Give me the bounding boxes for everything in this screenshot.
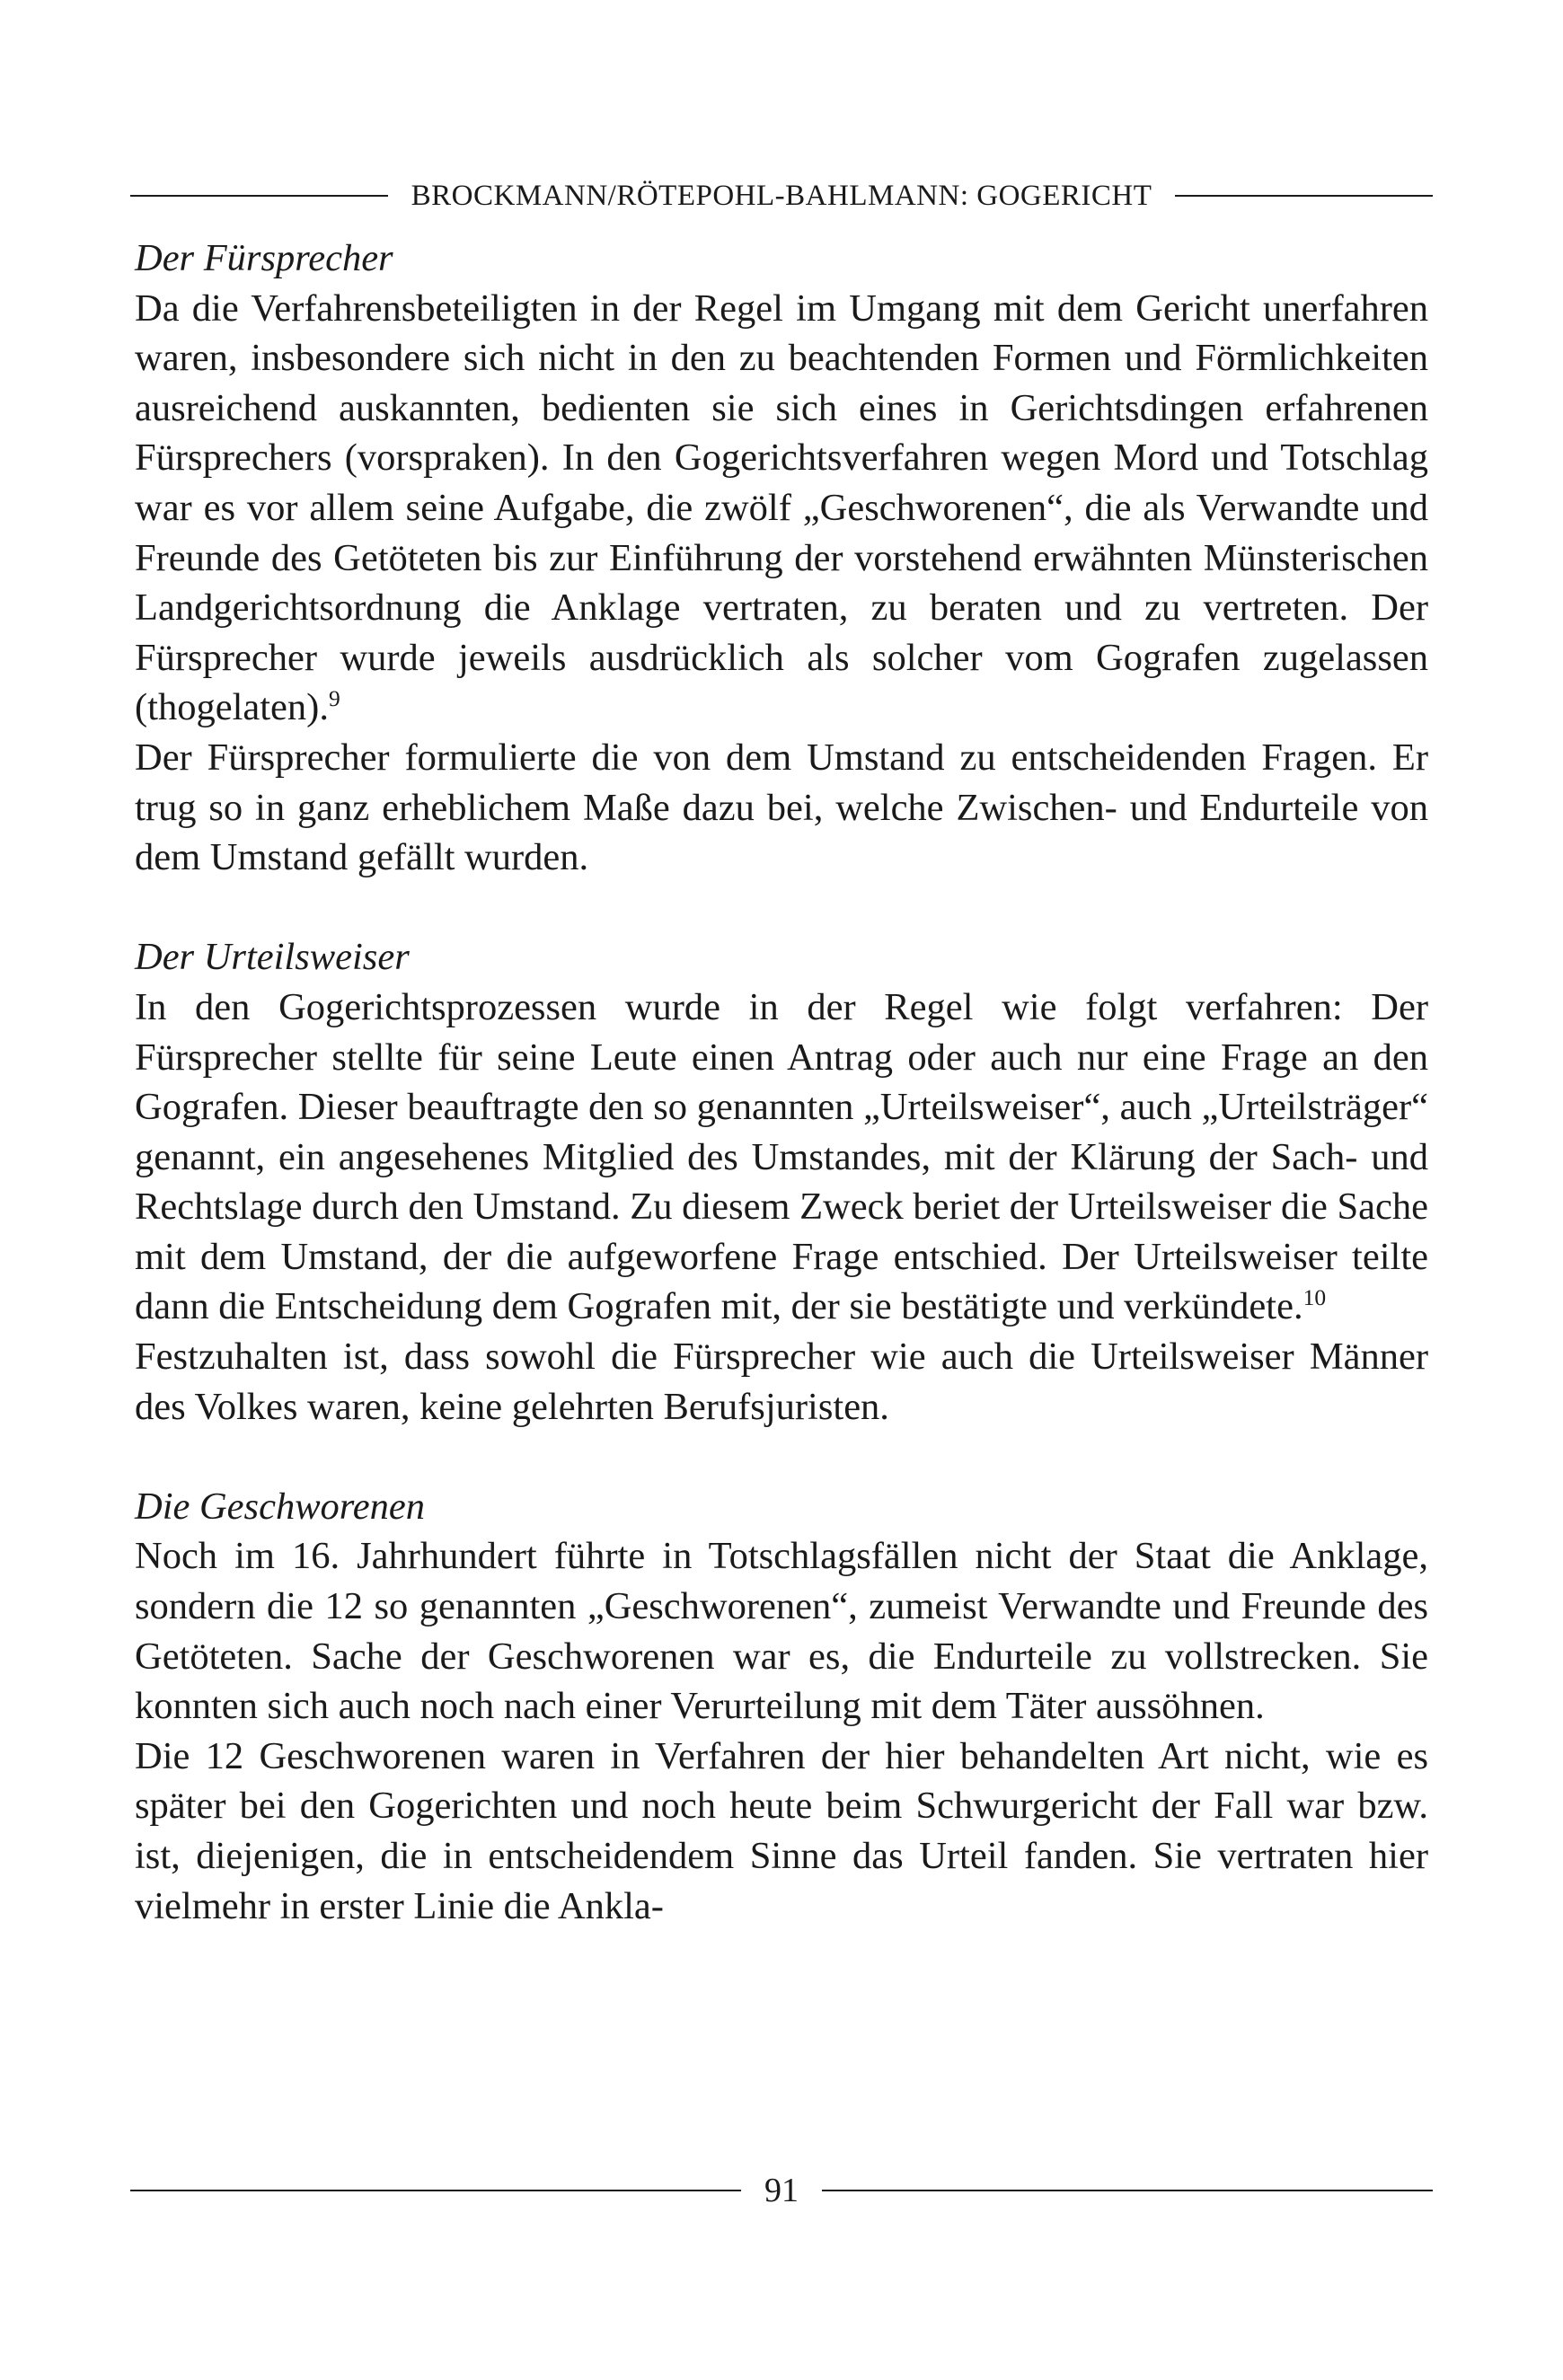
section-fuersprecher xyxy=(135,234,1428,883)
footer-rule-right xyxy=(822,2190,1433,2191)
section-geschworenen xyxy=(135,1482,1428,1931)
running-header-text: BROCKMANN/RÖTEPOHL-BAHLMANN: GOGERICHT xyxy=(411,179,1152,212)
section-title: Die Geschworenen xyxy=(135,1485,425,1528)
header-rule-left xyxy=(130,195,388,197)
paragraph xyxy=(135,983,1428,1332)
paragraph xyxy=(135,1531,1428,1731)
paragraph-text: In den Gogerichtsprozessen wurde in der Regel wie folgt verfahren: Der Fürsprecher stellte für seine Leute einen Antrag oder auch nur eine Frage an den Gografen. Dieser beauftragte den so genannten „Urteilsweiser“, auch „Urteilsträger“ genannt, ein angesehenes Mitglied des Umstandes, mit der Klärung der Sach- und Rechtslage durch den Umstand. Zu diesem Zweck beriet der Urteilsweiser die Sache mit dem Umstand, der die aufgeworfene Frage entschied. Der Urteilsweiser teilte dann die Entscheidung dem Gografen mit, der sie bestätigte und verkündete. xyxy=(135,985,1428,1328)
section-title: Der Urteilsweiser xyxy=(135,936,410,979)
paragraph xyxy=(135,284,1428,733)
paragraph-text: Der Fürsprecher formulierte die von dem Umstand zu entscheidenden Fragen. Er trug so in ganz erheblichem Maße dazu bei, welche Zwischen- und Endurteile von dem Umstand gefällt wurden. xyxy=(135,736,1428,879)
section-title: Der Fürsprecher xyxy=(135,237,393,279)
paragraph xyxy=(135,1332,1428,1432)
paragraph-text: Die 12 Geschworenen waren in Verfahren der hier behandelten Art nicht, wie es später bei den Gogerichten und noch heute beim Schwurgericht der Fall war bzw. ist, diejenigen, die in entscheidendem Sinne das Urteil fanden. Sie vertraten hier vielmehr in erster Linie die Ankla- xyxy=(135,1734,1428,1927)
page-number: 91 xyxy=(764,2172,799,2209)
header-rule-right xyxy=(1175,195,1433,197)
footnote-marker[interactable]: 10 xyxy=(1302,1284,1327,1311)
paragraph xyxy=(135,733,1428,883)
paragraph-text: Festzuhalten ist, dass sowohl die Fürsprecher wie auch die Urteilsweiser Männer des Volkes waren, keine gelehrten Berufsjuristen. xyxy=(135,1335,1428,1428)
body-text xyxy=(135,234,1428,1931)
footnote-marker[interactable]: 9 xyxy=(328,685,340,712)
page-footer xyxy=(130,2171,1433,2210)
paragraph-text: Da die Verfahrensbeteiligten in der Regel im Umgang mit dem Gericht unerfahren waren, insbesondere sich nicht in den zu beachtenden Formen und Förmlichkeiten ausreichend auskannten, bedienten sie sich eines in Gerichtsdingen erfahrenen Fürsprechers (vorspraken). In den Gogerichtsverfahren wegen Mord und Totschlag war es vor allem seine Aufgabe, die zwölf „Geschworenen“, die als Verwandte und Freunde des Getöteten bis zur Einführung der vorstehend erwähnten Münsterischen Landgerichtsordnung die Anklage vertraten, zu beraten und zu vertreten. Der Fürsprecher wurde jeweils ausdrücklich als solcher vom Gografen zugelassen (thogelaten). xyxy=(135,286,1428,729)
section-urteilsweiser xyxy=(135,932,1428,1432)
paragraph-text: Noch im 16. Jahrhundert führte in Totschlagsfällen nicht der Staat die Anklage, sondern die 12 so genannten „Geschworenen“, zumeist Verwandte und Freunde des Getöteten. Sache der Geschworenen war es, die Endurteile zu vollstrecken. Sie konnten sich auch noch nach einer Verurteilung mit dem Täter aussöhnen. xyxy=(135,1535,1428,1728)
footer-rule-left xyxy=(130,2190,741,2191)
paragraph xyxy=(135,1732,1428,1931)
running-header xyxy=(130,176,1433,216)
